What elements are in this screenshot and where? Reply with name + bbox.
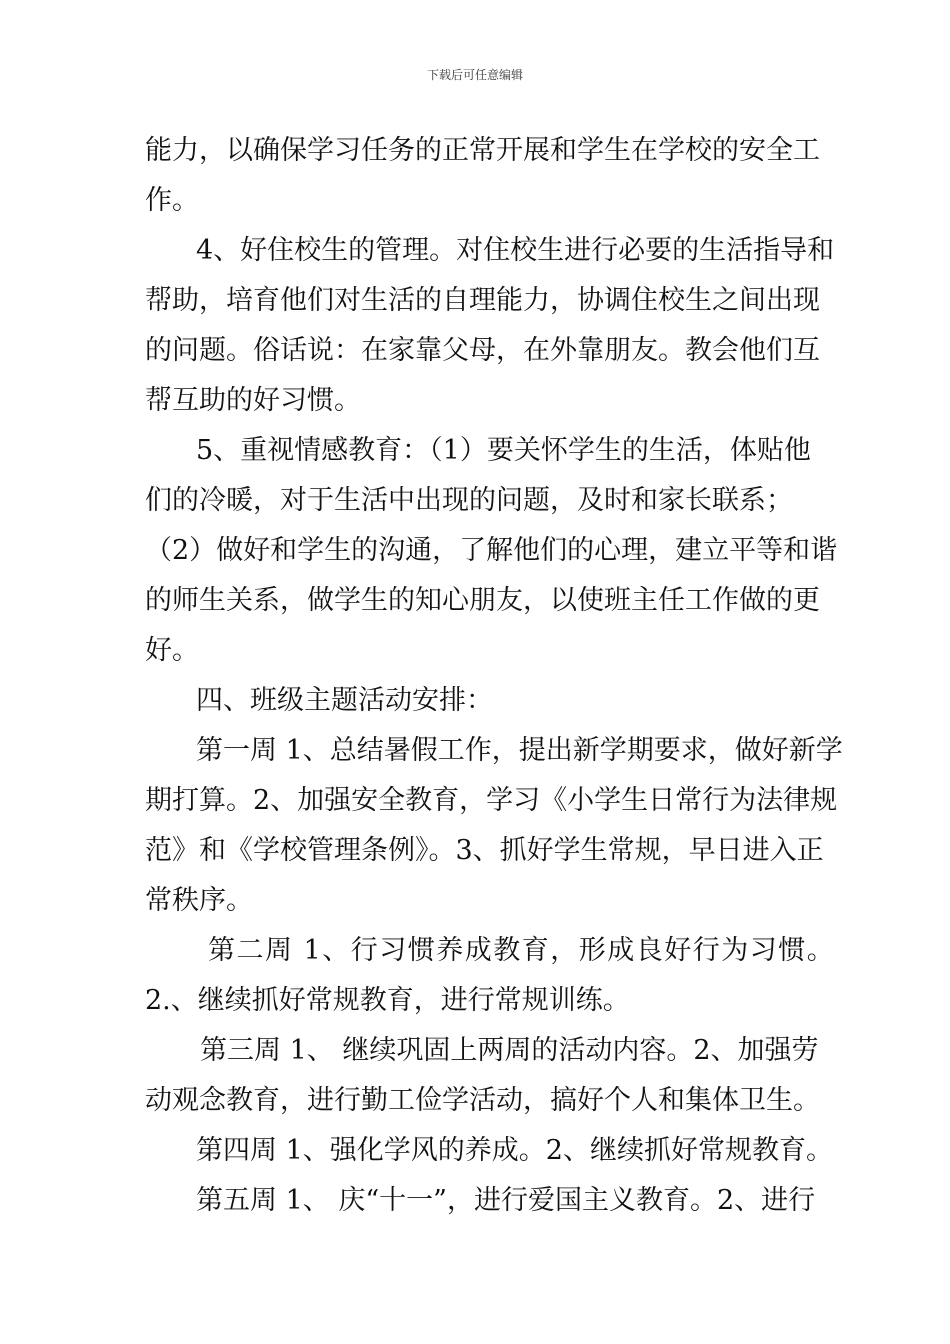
text-line: 5、重视情感教育：（1）要关怀学生的生活，体贴他 bbox=[196, 435, 811, 466]
text-line: 帮助，培育他们对生活的自理能力，协调住校生之间出现 bbox=[145, 285, 820, 316]
text-line: 作。 bbox=[145, 185, 199, 216]
text-line: 常秩序。 bbox=[145, 885, 253, 916]
text-line: 们的冷暖，对于生活中出现的问题，及时和家长联系； bbox=[145, 485, 793, 516]
text-line: 第三周 1、 继续巩固上两周的活动内容。2、加强劳 bbox=[200, 1035, 819, 1066]
text-line: 第二周 1、行习惯养成教育，形成良好行为习惯。 bbox=[208, 935, 836, 966]
text-line: 期打算。2、加强安全教育，学习《小学生日常行为法律规 bbox=[145, 785, 838, 816]
text-line: 好。 bbox=[145, 635, 199, 666]
text-line: 第五周 1、 庆“十一”，进行爱国主义教育。2、进行 bbox=[196, 1185, 816, 1216]
text-line: 能力，以确保学习任务的正常开展和学生在学校的安全工 bbox=[145, 135, 820, 166]
text-line: 的师生关系，做学生的知心朋友，以使班主任工作做的更 bbox=[145, 585, 820, 616]
text-line: 动观念教育，进行勤工俭学活动，搞好个人和集体卫生。 bbox=[145, 1085, 820, 1116]
page-header: 下载后可任意编辑 bbox=[426, 68, 523, 82]
text-line: （2）做好和学生的沟通，了解他们的心理，建立平等和谐 bbox=[145, 535, 838, 566]
text-line: 的问题。俗话说：在家靠父母，在外靠朋友。教会他们互 bbox=[145, 335, 820, 366]
text-line: 第四周 1、强化学风的养成。2、继续抓好常规教育。 bbox=[196, 1135, 833, 1166]
text-line: 范》和《学校管理条例》。3、抓好学生常规，早日进入正 bbox=[145, 835, 824, 866]
text-line: 2.、继续抓好常规教育，进行常规训练。 bbox=[145, 985, 630, 1016]
text-line: 第一周 1、总结暑假工作，提出新学期要求，做好新学 bbox=[196, 735, 843, 766]
text-line: 4、好住校生的管理。对住校生进行必要的生活指导和 bbox=[196, 235, 835, 266]
section-heading: 四、班级主题活动安排： bbox=[196, 685, 493, 716]
text-line: 帮互助的好习惯。 bbox=[145, 385, 361, 416]
